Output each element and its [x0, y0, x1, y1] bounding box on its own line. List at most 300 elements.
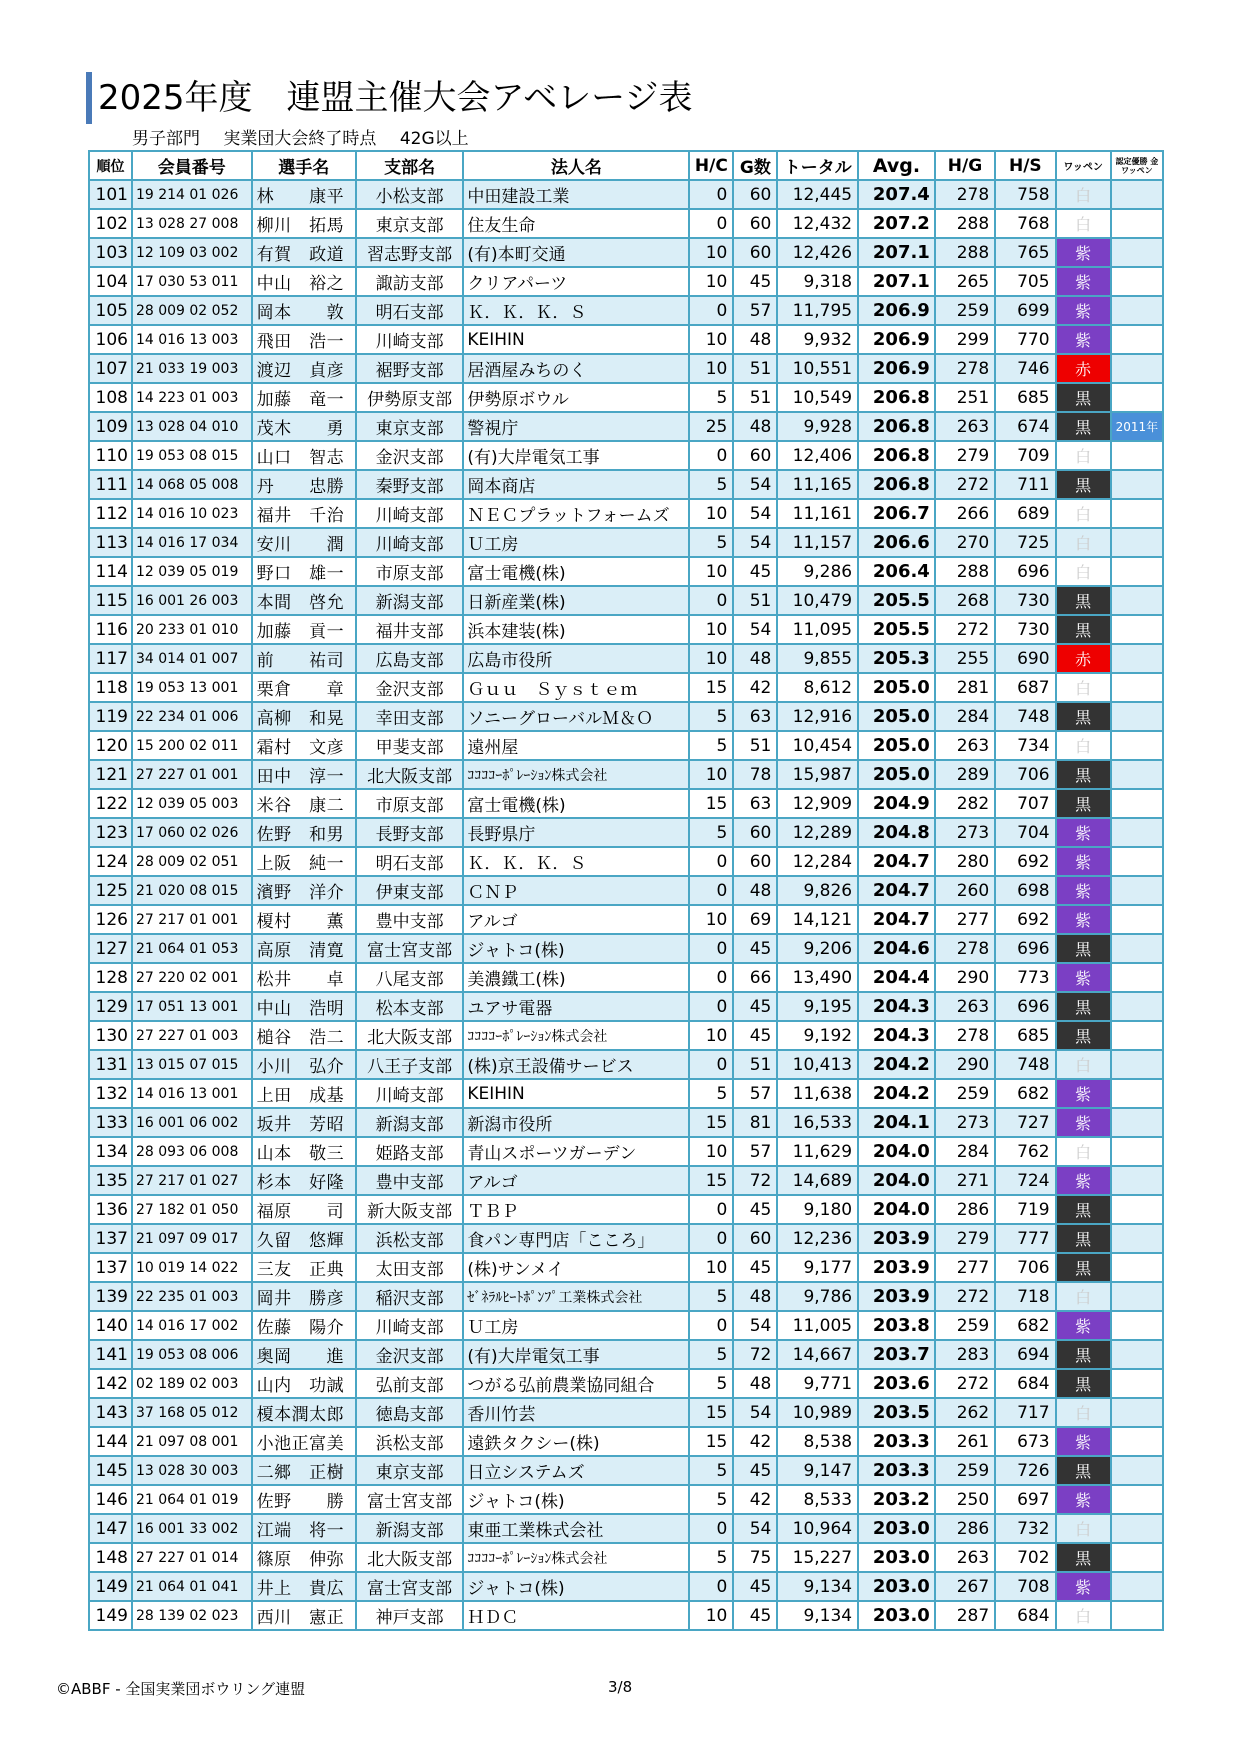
- cell-games: 45: [733, 1456, 777, 1485]
- cell-note: [1111, 499, 1163, 528]
- cell-wappen: 白: [1056, 557, 1111, 586]
- cell-hs: 730: [995, 615, 1055, 644]
- cell-avg: 207.1: [858, 238, 935, 267]
- cell-hg: 263: [935, 412, 995, 441]
- cell-member-no: 14 068 05 008: [132, 470, 252, 499]
- cell-player-name: 中山 浩明: [252, 992, 356, 1021]
- cell-note: [1111, 876, 1163, 905]
- cell-branch: 富士宮支部: [356, 1485, 463, 1514]
- cell-note: [1111, 818, 1163, 847]
- cell-avg: 203.0: [858, 1572, 935, 1601]
- cell-total: 9,855: [777, 644, 858, 673]
- cell-wappen: 白: [1056, 1050, 1111, 1079]
- cell-avg: 204.4: [858, 963, 935, 992]
- cell-wappen: 黒: [1056, 1253, 1111, 1282]
- cell-branch: 幸田支部: [356, 702, 463, 731]
- cell-rank: 121: [89, 760, 132, 789]
- cell-hc: 5: [689, 528, 733, 557]
- cell-branch: 金沢支部: [356, 673, 463, 702]
- cell-corp: (株)サンメイ: [463, 1253, 689, 1282]
- cell-player-name: 有賀 政道: [252, 238, 356, 267]
- table-row: [89, 441, 1163, 470]
- cell-hg: 299: [935, 325, 995, 354]
- table-row: [89, 992, 1163, 1021]
- cell-wappen: 紫: [1056, 963, 1111, 992]
- cell-hc: 5: [689, 383, 733, 412]
- table-row: [89, 557, 1163, 586]
- cell-member-no: 12 039 05 019: [132, 557, 252, 586]
- col-hc: H/C: [689, 151, 733, 180]
- table-row: [89, 1601, 1163, 1630]
- cell-games: 69: [733, 905, 777, 934]
- cell-rank: 117: [89, 644, 132, 673]
- cell-games: 51: [733, 383, 777, 412]
- cell-rank: 147: [89, 1514, 132, 1543]
- cell-hs: 673: [995, 1427, 1055, 1456]
- cell-games: 75: [733, 1543, 777, 1572]
- cell-rank: 127: [89, 934, 132, 963]
- cell-note: [1111, 1195, 1163, 1224]
- cell-note: [1111, 1427, 1163, 1456]
- table-row: [89, 1427, 1163, 1456]
- cell-avg: 204.1: [858, 1108, 935, 1137]
- cell-wappen: 紫: [1056, 847, 1111, 876]
- table-row: [89, 1224, 1163, 1253]
- cell-branch: 新潟支部: [356, 1514, 463, 1543]
- cell-corp: (有)本町交通: [463, 238, 689, 267]
- table-row: [89, 528, 1163, 557]
- cell-branch: 姫路支部: [356, 1137, 463, 1166]
- cell-games: 72: [733, 1340, 777, 1369]
- footer-page-number: 3/8: [608, 1678, 633, 1696]
- cell-note: [1111, 934, 1163, 963]
- cell-avg: 205.0: [858, 760, 935, 789]
- cell-note: 2011年: [1111, 412, 1163, 441]
- cell-note: [1111, 1137, 1163, 1166]
- cell-wappen: 黒: [1056, 760, 1111, 789]
- cell-corp: ｾﾞﾈﾗﾙﾋｰﾄﾎﾟﾝﾌﾟ工業株式会社: [463, 1282, 689, 1311]
- cell-games: 42: [733, 1485, 777, 1514]
- cell-wappen: 黒: [1056, 1369, 1111, 1398]
- cell-player-name: 加藤 貢一: [252, 615, 356, 644]
- cell-player-name: 佐野 勝: [252, 1485, 356, 1514]
- cell-avg: 205.5: [858, 615, 935, 644]
- cell-hs: 705: [995, 267, 1055, 296]
- cell-player-name: 高原 清寛: [252, 934, 356, 963]
- cell-note: [1111, 441, 1163, 470]
- cell-branch: 長野支部: [356, 818, 463, 847]
- cell-avg: 204.0: [858, 1137, 935, 1166]
- col-total: トータル: [777, 151, 858, 180]
- table-row: [89, 470, 1163, 499]
- cell-wappen: 紫: [1056, 325, 1111, 354]
- cell-games: 57: [733, 296, 777, 325]
- cell-hg: 288: [935, 238, 995, 267]
- cell-rank: 131: [89, 1050, 132, 1079]
- cell-corp: ジャトコ(株): [463, 934, 689, 963]
- cell-member-no: 19 053 08 015: [132, 441, 252, 470]
- cell-player-name: 茂木 勇: [252, 412, 356, 441]
- cell-games: 48: [733, 1369, 777, 1398]
- col-member-no: 会員番号: [132, 151, 252, 180]
- cell-hg: 278: [935, 934, 995, 963]
- cell-member-no: 19 053 08 006: [132, 1340, 252, 1369]
- cell-hc: 0: [689, 847, 733, 876]
- cell-wappen: 白: [1056, 209, 1111, 238]
- cell-hs: 732: [995, 1514, 1055, 1543]
- cell-total: 9,932: [777, 325, 858, 354]
- division-label: 男子部門: [132, 129, 200, 149]
- cell-hg: 281: [935, 673, 995, 702]
- cell-member-no: 27 220 02 001: [132, 963, 252, 992]
- cell-rank: 116: [89, 615, 132, 644]
- cell-total: 9,177: [777, 1253, 858, 1282]
- cell-branch: 東京支部: [356, 412, 463, 441]
- cell-hg: 251: [935, 383, 995, 412]
- col-corp: 法人名: [463, 151, 689, 180]
- cell-rank: 120: [89, 731, 132, 760]
- cell-note: [1111, 1369, 1163, 1398]
- cell-total: 9,134: [777, 1572, 858, 1601]
- cell-branch: 市原支部: [356, 557, 463, 586]
- cell-rank: 149: [89, 1601, 132, 1630]
- cell-wappen: 白: [1056, 673, 1111, 702]
- cell-hc: 5: [689, 702, 733, 731]
- cell-hc: 10: [689, 557, 733, 586]
- cell-games: 42: [733, 673, 777, 702]
- cell-note: [1111, 731, 1163, 760]
- cell-note: [1111, 644, 1163, 673]
- cell-note: [1111, 180, 1163, 209]
- cell-total: 10,551: [777, 354, 858, 383]
- cell-wappen: 白: [1056, 731, 1111, 760]
- table-row: [89, 702, 1163, 731]
- cell-hs: 698: [995, 876, 1055, 905]
- cell-note: [1111, 586, 1163, 615]
- cell-avg: 203.9: [858, 1224, 935, 1253]
- cell-player-name: 野口 雄一: [252, 557, 356, 586]
- cell-note: [1111, 1514, 1163, 1543]
- cell-games: 51: [733, 731, 777, 760]
- cell-branch: 北大阪支部: [356, 1543, 463, 1572]
- cell-rank: 128: [89, 963, 132, 992]
- cell-hc: 10: [689, 1253, 733, 1282]
- cell-games: 57: [733, 1137, 777, 1166]
- cell-avg: 204.3: [858, 992, 935, 1021]
- cell-total: 9,318: [777, 267, 858, 296]
- cell-rank: 122: [89, 789, 132, 818]
- table-row: [89, 1514, 1163, 1543]
- cell-player-name: 松井 卓: [252, 963, 356, 992]
- cell-player-name: 奥岡 進: [252, 1340, 356, 1369]
- cell-member-no: 27 217 01 001: [132, 905, 252, 934]
- table-row: [89, 180, 1163, 209]
- cell-hg: 289: [935, 760, 995, 789]
- table-row: [89, 1021, 1163, 1050]
- cell-hc: 25: [689, 412, 733, 441]
- cell-rank: 134: [89, 1137, 132, 1166]
- cell-corp: ＮＥＣプラットフォームズ: [463, 499, 689, 528]
- cell-player-name: 飛田 浩一: [252, 325, 356, 354]
- cell-total: 15,987: [777, 760, 858, 789]
- cell-rank: 143: [89, 1398, 132, 1427]
- table-row: [89, 1253, 1163, 1282]
- cell-avg: 203.8: [858, 1311, 935, 1340]
- table-row: [89, 499, 1163, 528]
- table-row: [89, 209, 1163, 238]
- table-row: [89, 731, 1163, 760]
- cell-total: 9,180: [777, 1195, 858, 1224]
- cell-rank: 149: [89, 1572, 132, 1601]
- cell-games: 57: [733, 1079, 777, 1108]
- cell-avg: 203.7: [858, 1340, 935, 1369]
- cell-hc: 5: [689, 1340, 733, 1369]
- cell-branch: 広島支部: [356, 644, 463, 673]
- cell-rank: 112: [89, 499, 132, 528]
- cell-player-name: 前 祐司: [252, 644, 356, 673]
- cell-member-no: 27 227 01 014: [132, 1543, 252, 1572]
- cell-hc: 5: [689, 818, 733, 847]
- cell-hg: 262: [935, 1398, 995, 1427]
- cell-avg: 207.2: [858, 209, 935, 238]
- cell-total: 11,795: [777, 296, 858, 325]
- cell-player-name: 三友 正典: [252, 1253, 356, 1282]
- cell-hg: 259: [935, 1456, 995, 1485]
- cell-wappen: 白: [1056, 499, 1111, 528]
- cell-wappen: 紫: [1056, 267, 1111, 296]
- cell-member-no: 14 016 13 003: [132, 325, 252, 354]
- cell-hs: 685: [995, 1021, 1055, 1050]
- cell-wappen: 黒: [1056, 934, 1111, 963]
- cell-member-no: 13 028 27 008: [132, 209, 252, 238]
- cell-hg: 287: [935, 1601, 995, 1630]
- cell-player-name: 山口 智志: [252, 441, 356, 470]
- cell-avg: 204.3: [858, 1021, 935, 1050]
- cell-player-name: 坂井 芳昭: [252, 1108, 356, 1137]
- cell-branch: 川崎支部: [356, 499, 463, 528]
- table-row: [89, 354, 1163, 383]
- cell-hg: 290: [935, 963, 995, 992]
- cell-rank: 113: [89, 528, 132, 557]
- cell-member-no: 16 001 26 003: [132, 586, 252, 615]
- cell-note: [1111, 1253, 1163, 1282]
- cell-hg: 266: [935, 499, 995, 528]
- cell-hg: 255: [935, 644, 995, 673]
- cell-hs: 725: [995, 528, 1055, 557]
- cell-branch: 太田支部: [356, 1253, 463, 1282]
- cell-games: 54: [733, 470, 777, 499]
- cell-wappen: 黒: [1056, 1224, 1111, 1253]
- cell-hs: 699: [995, 296, 1055, 325]
- cell-games: 60: [733, 441, 777, 470]
- cell-rank: 101: [89, 180, 132, 209]
- cell-note: [1111, 702, 1163, 731]
- cell-rank: 145: [89, 1456, 132, 1485]
- cell-hc: 5: [689, 1369, 733, 1398]
- cell-games: 60: [733, 818, 777, 847]
- cell-hg: 270: [935, 528, 995, 557]
- cell-wappen: 紫: [1056, 1427, 1111, 1456]
- table-row: [89, 934, 1163, 963]
- title-accent-bar: [86, 72, 92, 124]
- cell-rank: 102: [89, 209, 132, 238]
- cell-corp: アルゴ: [463, 1166, 689, 1195]
- cell-avg: 207.1: [858, 267, 935, 296]
- cell-corp: KEIHIN: [463, 325, 689, 354]
- cell-rank: 142: [89, 1369, 132, 1398]
- cell-hs: 773: [995, 963, 1055, 992]
- cell-note: [1111, 789, 1163, 818]
- cell-player-name: 榎村 薫: [252, 905, 356, 934]
- cell-branch: 伊勢原支部: [356, 383, 463, 412]
- cell-avg: 204.2: [858, 1079, 935, 1108]
- cell-corp: ソニーグローバルＭ＆Ｏ: [463, 702, 689, 731]
- cell-note: [1111, 1311, 1163, 1340]
- cell-games: 63: [733, 702, 777, 731]
- cell-member-no: 22 235 01 003: [132, 1282, 252, 1311]
- cell-hc: 10: [689, 760, 733, 789]
- cell-hg: 260: [935, 876, 995, 905]
- cell-hs: 777: [995, 1224, 1055, 1253]
- cell-player-name: 佐野 和男: [252, 818, 356, 847]
- cell-avg: 206.9: [858, 354, 935, 383]
- cell-note: [1111, 905, 1163, 934]
- cell-member-no: 13 028 04 010: [132, 412, 252, 441]
- cell-hg: 290: [935, 1050, 995, 1079]
- cell-wappen: 黒: [1056, 586, 1111, 615]
- average-table: [88, 150, 1164, 1631]
- cell-hg: 282: [935, 789, 995, 818]
- cell-games: 45: [733, 1601, 777, 1630]
- footer-copyright: ©ABBF - 全国実業団ボウリング連盟: [56, 1680, 306, 1698]
- cell-corp: (有)大岸電気工事: [463, 1340, 689, 1369]
- cell-hc: 5: [689, 470, 733, 499]
- cell-hg: 267: [935, 1572, 995, 1601]
- cell-note: [1111, 1021, 1163, 1050]
- cell-branch: 富士宮支部: [356, 934, 463, 963]
- cell-member-no: 17 051 13 001: [132, 992, 252, 1021]
- cell-hg: 279: [935, 441, 995, 470]
- cell-member-no: 27 227 01 003: [132, 1021, 252, 1050]
- cell-member-no: 20 233 01 010: [132, 615, 252, 644]
- cell-wappen: 黒: [1056, 383, 1111, 412]
- cell-branch: 小松支部: [356, 180, 463, 209]
- cell-wappen: 紫: [1056, 1108, 1111, 1137]
- cell-avg: 204.7: [858, 876, 935, 905]
- cell-hc: 10: [689, 238, 733, 267]
- cell-note: [1111, 1282, 1163, 1311]
- cell-corp: 日立システムズ: [463, 1456, 689, 1485]
- cell-wappen: 黒: [1056, 1340, 1111, 1369]
- cell-hg: 277: [935, 1253, 995, 1282]
- cell-branch: 川崎支部: [356, 528, 463, 557]
- table-row: [89, 238, 1163, 267]
- cell-games: 54: [733, 1398, 777, 1427]
- cell-wappen: 白: [1056, 1282, 1111, 1311]
- cell-rank: 129: [89, 992, 132, 1021]
- cell-hg: 271: [935, 1166, 995, 1195]
- cell-player-name: 山内 功誠: [252, 1369, 356, 1398]
- col-wappen: ワッペン: [1056, 151, 1111, 180]
- cell-avg: 203.0: [858, 1514, 935, 1543]
- cell-games: 60: [733, 1224, 777, 1253]
- cell-hg: 288: [935, 209, 995, 238]
- cell-hc: 0: [689, 296, 733, 325]
- cell-hc: 0: [689, 934, 733, 963]
- cell-corp: 浜本建装(株): [463, 615, 689, 644]
- cell-note: [1111, 992, 1163, 1021]
- table-row: [89, 818, 1163, 847]
- cell-branch: 明石支部: [356, 296, 463, 325]
- cell-corp: ジャトコ(株): [463, 1485, 689, 1514]
- cell-member-no: 14 016 17 002: [132, 1311, 252, 1340]
- cell-avg: 205.5: [858, 586, 935, 615]
- cell-wappen: 白: [1056, 1514, 1111, 1543]
- cell-games: 48: [733, 1282, 777, 1311]
- cell-total: 10,454: [777, 731, 858, 760]
- cell-total: 8,538: [777, 1427, 858, 1456]
- cell-player-name: 佐藤 陽介: [252, 1311, 356, 1340]
- cell-corp: 新潟市役所: [463, 1108, 689, 1137]
- cell-total: 9,826: [777, 876, 858, 905]
- cell-avg: 206.9: [858, 325, 935, 354]
- cell-corp: アルゴ: [463, 905, 689, 934]
- cell-avg: 204.6: [858, 934, 935, 963]
- cell-note: [1111, 615, 1163, 644]
- table-row: [89, 876, 1163, 905]
- cell-hc: 15: [689, 1108, 733, 1137]
- cell-total: 9,771: [777, 1369, 858, 1398]
- cell-corp: ＣＮＰ: [463, 876, 689, 905]
- cell-games: 60: [733, 847, 777, 876]
- cell-hg: 263: [935, 992, 995, 1021]
- cell-total: 11,638: [777, 1079, 858, 1108]
- cell-note: [1111, 1543, 1163, 1572]
- cell-total: 9,134: [777, 1601, 858, 1630]
- cell-total: 9,928: [777, 412, 858, 441]
- cell-player-name: 槌谷 浩二: [252, 1021, 356, 1050]
- cell-member-no: 14 016 10 023: [132, 499, 252, 528]
- cell-games: 81: [733, 1108, 777, 1137]
- cell-games: 72: [733, 1166, 777, 1195]
- cell-hc: 5: [689, 1543, 733, 1572]
- cell-wappen: 黒: [1056, 1543, 1111, 1572]
- cell-hc: 15: [689, 789, 733, 818]
- cell-player-name: 岡本 敦: [252, 296, 356, 325]
- cell-hg: 278: [935, 354, 995, 383]
- cell-games: 45: [733, 267, 777, 296]
- cell-wappen: 黒: [1056, 1021, 1111, 1050]
- cell-rank: 144: [89, 1427, 132, 1456]
- cell-member-no: 12 039 05 003: [132, 789, 252, 818]
- table-row: [89, 1282, 1163, 1311]
- cell-avg: 206.8: [858, 412, 935, 441]
- cell-total: 11,095: [777, 615, 858, 644]
- cell-player-name: 江端 将一: [252, 1514, 356, 1543]
- cell-hs: 746: [995, 354, 1055, 383]
- cell-branch: 豊中支部: [356, 1166, 463, 1195]
- cell-player-name: 榎本潤太郎: [252, 1398, 356, 1427]
- cell-corp: 居酒屋みちのく: [463, 354, 689, 383]
- table-row: [89, 847, 1163, 876]
- cell-corp: 東亜工業株式会社: [463, 1514, 689, 1543]
- cell-hs: 682: [995, 1079, 1055, 1108]
- cell-wappen: 黒: [1056, 615, 1111, 644]
- cell-player-name: 二郷 正樹: [252, 1456, 356, 1485]
- cell-member-no: 14 016 17 034: [132, 528, 252, 557]
- cell-note: [1111, 1050, 1163, 1079]
- col-player: 選手名: [252, 151, 356, 180]
